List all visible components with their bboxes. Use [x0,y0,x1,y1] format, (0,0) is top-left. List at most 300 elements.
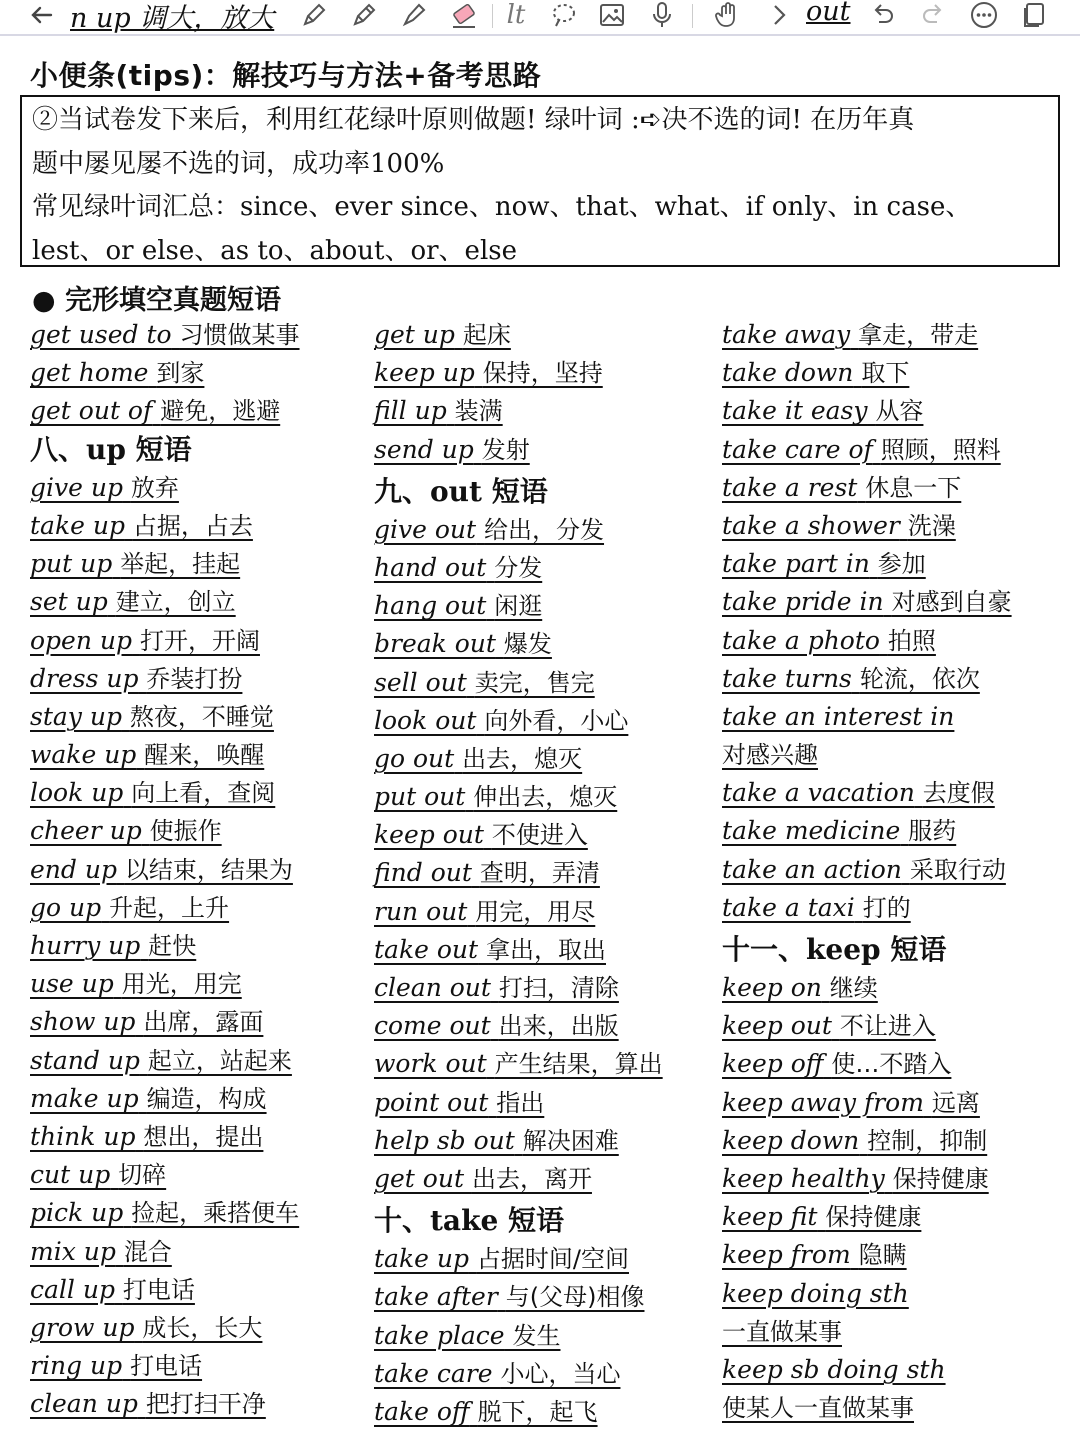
phrase-entry [30,698,360,736]
phrase-entry [374,1007,714,1045]
phrase-entry [374,893,714,931]
phrase-chinese: 继续 [829,974,878,1002]
phrase-english: get home [30,358,149,388]
phrase-entry [722,812,1067,850]
phrase-english: take up [30,510,125,540]
phrase-text [30,816,222,845]
phrase-entry [374,1240,714,1278]
phrase-chinese: 用光，用完 [121,970,242,999]
image-icon[interactable] [594,0,630,30]
phrase-text [722,1088,980,1117]
phrase-english: get out of [30,396,153,426]
phrase-chinese: 出来，出版 [498,1012,619,1041]
phrase-text [722,396,923,425]
phrase-english: keep healthy [722,1163,885,1193]
phrase-text [374,396,503,425]
phrase-chinese: 打电话 [122,1275,195,1304]
phrase-text [722,778,995,807]
phrase-chinese: 从容 [875,397,924,426]
phrase-english: cheer up [30,816,142,846]
phrase-chinese: 打电话 [130,1352,203,1381]
phrase-english: sell out [374,667,467,697]
phrase-chinese: 编造，构成 [146,1084,267,1113]
chevron-right-icon[interactable] [764,0,794,30]
phrase-text [30,778,275,807]
phrase-entry [30,392,360,430]
phrase-chinese: 打的 [862,893,911,922]
phrase-english: take it easy [722,396,868,426]
phrase-text [30,1237,172,1266]
phrase-chinese: 爆发 [503,630,552,659]
phrase-chinese: 向上看，查阅 [131,779,276,808]
phrase-english: dress up [30,663,139,693]
phrase-entry [30,316,360,354]
tips-box [20,95,1060,267]
phrase-chinese: 洗澡 [907,511,956,540]
phrase-text [374,320,511,349]
phrase-chinese: 远离 [931,1088,980,1117]
phrase-english: take a shower [722,510,900,540]
phrase-entry [374,549,714,587]
section-subheading: 八、up 短语 [30,432,192,466]
phrase-text [30,893,229,922]
phrase-english: keep out [374,820,484,850]
phrase-entry [722,660,1067,698]
phrase-text [374,1359,620,1388]
hand-icon[interactable] [710,0,746,30]
phrase-chinese: 到家 [156,359,205,388]
section-subheading: 十、take 短语 [374,1204,565,1238]
phrase-entry [30,583,360,621]
phrase-chinese: 采取行动 [909,855,1006,884]
microphone-icon[interactable] [644,0,680,30]
phrase-chinese: 以结束，结果为 [124,855,293,884]
phrase-english: take an action [722,854,902,884]
phrase-chinese: 占据时间/空间 [476,1245,629,1274]
phrase-text [374,1011,619,1040]
phrase-text [374,897,595,926]
phrase-chinese: 建立，创立 [115,588,236,617]
phrase-chinese: 保持健康 [892,1164,989,1193]
phrase-entry [374,1355,714,1393]
phrase-english: clean out [374,973,491,1002]
page-title: 小便条(tips)：解技巧与方法+备考思路 [30,59,542,92]
phrase-text [722,320,978,349]
phrase-chinese: 小心，当心 [500,1359,621,1388]
phrase-entry [30,622,360,660]
phrase-text [722,1126,987,1155]
phrase-english: get up [374,320,455,349]
phrase-text [30,702,274,731]
phrase-chinese: 保持健康 [825,1203,922,1232]
phrase-english: take after [374,1282,498,1312]
phrase-english: take care of [722,434,873,464]
phrase-english: take an interest in [722,701,955,731]
tips-line-4: lest、or else、as to、about、or、else [32,235,517,266]
phrase-english: look up [30,778,124,808]
phrase-text [374,935,606,964]
phrase-chinese: 醒来，唤醒 [144,741,265,770]
phrase-chinese: 打扫，清除 [498,974,619,1002]
phrase-entry [722,1313,1067,1351]
phrase-english: make up [30,1083,139,1113]
phrase-entry [722,1236,1067,1274]
phrase-text [30,1198,299,1227]
phrase-english: keep down [722,1125,860,1155]
phrase-english: set up [30,587,108,617]
eraser-icon[interactable] [444,0,484,30]
phrase-text [30,511,253,540]
phrase-chinese: 不使进入 [491,821,588,850]
phrase-entry [374,587,714,625]
phrase-entry [722,1198,1067,1236]
phrase-english: keep fit [722,1202,818,1232]
phrase-text [722,1202,921,1231]
tips-line-3: 常见绿叶词汇总：since、ever since、now、that、what、if only、in case、 [32,192,972,222]
pencil-icon[interactable] [346,0,382,30]
phrase-chinese: 成长，长大 [142,1313,263,1342]
phrase-entry [722,507,1067,545]
phrase-english: run out [374,896,468,926]
phrase-chinese: 隐瞒 [858,1241,907,1270]
phrase-chinese: 想出，提出 [143,1122,264,1151]
phrase-english: take pride in [722,587,884,617]
phrase-entry [374,511,714,549]
phrase-chinese: 乔装打扮 [146,664,243,693]
phrase-text [722,702,954,731]
phrase-entry [374,1045,714,1083]
phrase-english: take away [722,320,851,349]
phrase-english: look out [374,705,477,735]
phrase-entry [722,1160,1067,1198]
phrase-text [722,1393,914,1422]
phrase-text [374,591,542,620]
undo-icon[interactable] [864,0,900,30]
phrase-english: take turns [722,663,852,693]
phrase-entry [374,316,714,354]
tips-line-1: ②当试卷发下来后，利用红花绿叶原则做题! 绿叶词 :➪决不选的词! 在历年真 [32,105,915,135]
phrase-entry [374,1278,714,1316]
section-subheading: 十一、keep 短语 [722,933,947,966]
phrase-text [374,706,628,735]
phrase-chinese: 不让进入 [839,1012,936,1041]
phrase-text [722,473,961,502]
phrase-entry [722,1045,1067,1083]
phrase-english: put out [374,782,466,812]
phrase-entry [722,736,1067,774]
phrase-entry [722,1007,1067,1045]
phrase-text [374,744,582,773]
phrase-english: mix up [30,1236,116,1266]
phrase-text [722,549,926,578]
phrase-chinese: 装满 [454,397,503,426]
phrase-chinese: 保持，坚持 [482,359,603,388]
highlighter-icon[interactable] [396,0,432,30]
phrase-text [30,969,242,998]
phrase-text [374,1244,629,1273]
phrase-english: cut up [30,1160,111,1190]
phrase-english: break out [374,629,496,659]
phrase-chinese: 把打扫干净 [145,1390,266,1419]
phrase-english: take a vacation [722,778,915,808]
phrase-entry [374,931,714,969]
phrase-text [374,973,619,1002]
phrase-entry [722,851,1067,889]
phrase-english: hurry up [30,931,141,960]
phrase-text [374,1126,619,1155]
phrase-chinese: 对感兴趣 [722,741,818,770]
phrase-chinese: 发生 [512,1321,561,1350]
redo-icon[interactable] [916,0,952,30]
phrase-text [722,1164,989,1193]
phrase-chinese: 取下 [861,359,910,388]
phrase-entry [374,1160,714,1198]
phrase-text [374,629,552,658]
phrase-chinese: 去度假 [922,779,995,808]
phrase-english: clean up [30,1389,138,1419]
phrase-chinese: 赶快 [148,932,197,960]
phrase-chinese: 使某人一直做某事 [722,1394,914,1423]
phrase-chinese: 切碎 [118,1161,167,1190]
phrase-english: go out [374,743,455,773]
phrase-chinese: 给出，分发 [484,515,605,544]
phrase-chinese: 一直做某事 [722,1317,842,1346]
phrase-english: take place [374,1320,505,1350]
phrase-english: take off [374,1396,470,1426]
phrase-text [30,1084,267,1113]
phrase-entry [722,1275,1067,1313]
phrase-entry [722,1351,1067,1389]
phrase-text [722,664,980,693]
phrase-entry [722,774,1067,812]
phrase-chinese: 伸出去，熄灭 [473,783,618,812]
toolbar-right-text: out [806,0,851,27]
phrase-chinese: 拿走，带走 [858,321,979,349]
phrase-english: take part in [722,549,870,579]
phrase-english: come out [374,1011,491,1041]
phrase-entry [374,702,714,740]
phrase-column-3 [722,316,1067,1427]
phrase-chinese: 发射 [481,435,530,464]
phrase-chinese: 参加 [877,550,926,579]
phrase-entry [30,1194,360,1232]
phrase-text [30,358,204,387]
phrase-english: get used to [30,320,172,349]
phrase-text [30,1389,266,1418]
phrase-english: give out [374,514,477,544]
phrase-text [374,1397,598,1426]
phrase-english: get out [374,1163,464,1193]
phrase-english: keep up [374,358,475,388]
phrase-english: show up [30,1007,136,1037]
phrase-entry [30,1233,360,1271]
phrase-entry [722,545,1067,583]
phrase-english: give up [30,472,123,502]
phrase-entry [30,1118,360,1156]
phrase-english: take a photo [722,625,880,655]
phrase-text [30,1275,195,1304]
phrase-english: use up [30,969,114,999]
phrase-english: call up [30,1274,115,1304]
phrase-english: keep out [722,1011,832,1041]
phrase-entry [374,816,714,854]
phrase-chinese: 产生结果，算出 [494,1050,663,1079]
phrase-english: stay up [30,701,122,731]
phrase-text [722,1240,907,1269]
phrase-entry [374,354,714,392]
lasso-icon[interactable] [546,0,582,30]
phrase-chinese: 熬夜，不睡觉 [129,702,274,731]
phrase-english: take out [374,934,479,964]
phrase-entry [374,1393,714,1431]
phrase-entry [374,854,714,892]
phrase-entry [722,622,1067,660]
phrase-text [30,587,236,616]
phrase-entry [30,1309,360,1347]
phrase-entry [30,774,360,812]
phrase-text [30,664,242,693]
phrase-entry [30,1271,360,1309]
phrase-chinese: 脱下，起飞 [477,1397,598,1426]
phrase-english: pick up [30,1198,124,1228]
phrase-chinese: 举起，挂起 [120,550,241,579]
phrase-english: ring up [30,1351,123,1381]
phrase-text [722,1049,951,1078]
phrase-text [374,1164,592,1193]
phrase-entry [722,354,1067,392]
phrase-text [30,320,300,349]
phrase-english: hand out [374,552,487,582]
phrase-entry [374,740,714,778]
phrase-english: send up [374,434,474,464]
phrase-english: stand up [30,1045,140,1075]
phrase-text [722,855,1006,884]
phrase-text [30,473,179,502]
phrase-chinese: 出去，熄灭 [462,744,583,773]
phrase-text [30,1007,263,1036]
phrase-english: keep on [722,973,822,1002]
phrase-text [722,511,956,540]
phrase-entry [722,583,1067,621]
more-icon[interactable] [966,0,1002,30]
phrase-english: open up [30,625,133,655]
section-heading: ● 完形填空真题短语 [32,285,281,316]
phrase-text [30,931,196,960]
text-tool-icon[interactable]: lt [506,0,526,30]
phrase-entry [374,1122,714,1160]
phrase-english: keep from [722,1240,851,1270]
phrase-text [374,515,604,544]
phrase-chinese: 用完，用尽 [475,897,596,926]
phrase-column-2 [374,316,714,1431]
phrase-english: keep off [722,1049,824,1079]
phrase-text [30,626,260,655]
toolbar-left-text: n up 调大，放大 [70,3,275,34]
phrase-text [722,816,956,845]
phrase-text [722,587,1012,616]
phrase-english: take down [722,358,854,388]
phrase-text [374,358,603,387]
phrase-text [374,858,600,887]
tips-line-2: 题中屡见屡不选的词，成功率100% [32,148,445,179]
phrase-english: help sb out [374,1125,515,1155]
phrase-chinese: 使振作 [149,817,222,846]
phrase-entry [374,625,714,663]
phrase-entry [722,392,1067,430]
phrase-english: take medicine [722,816,901,846]
phrase-chinese: 向外看，小心 [484,706,629,735]
phrase-english: keep away from [722,1087,924,1117]
phrase-chinese: 习惯做某事 [179,321,300,349]
phrase-entry [722,1084,1067,1122]
phrase-chinese: 解决困难 [522,1126,619,1155]
phrase-text [374,820,588,849]
phrase-column-1 [30,316,360,1423]
phrase-text [30,1160,166,1189]
phrase-text [374,1282,644,1311]
phrase-chinese: 与(父母)相像 [505,1283,645,1312]
phrase-text [30,396,280,425]
section-subheading: 九、out 短语 [374,474,548,508]
phrase-entry [722,969,1067,1007]
phrase-text [722,1279,909,1308]
phrase-text [722,626,936,655]
phrase-english: go up [30,892,102,922]
pen-icon[interactable] [296,0,332,30]
phrase-entry [30,1156,360,1194]
phrase-entry [30,469,360,507]
phrase-entry [374,664,714,702]
phrase-entry [30,1003,360,1041]
phrase-chinese: 出去，离开 [471,1164,592,1193]
phrase-entry [30,1385,360,1423]
phrase-entry [30,545,360,583]
back-arrow-icon[interactable] [22,0,62,30]
phrase-entry [374,1084,714,1122]
phrase-text [374,435,530,464]
phrase-text [722,973,878,1002]
phrase-text [374,668,595,697]
phrase-chinese: 休息一下 [865,473,962,502]
phrase-chinese: 放弃 [130,473,179,502]
phrase-text [30,740,264,769]
phrase-text [30,549,240,578]
phrase-entry [30,354,360,392]
phrase-chinese: 打开，开阔 [139,626,260,655]
phrase-english: put up [30,549,113,579]
phrase-english: take care [374,1358,493,1388]
phrase-entry [374,1317,714,1355]
phrase-entry [30,812,360,850]
phrase-chinese: 分发 [494,553,543,582]
phrase-chinese: 控制，抑制 [867,1126,988,1155]
phrase-chinese: 轮流，依次 [859,664,980,693]
phrase-entry [30,927,360,965]
phrase-text [374,1321,561,1350]
phrase-entry [722,698,1067,736]
phrase-entry [722,1389,1067,1427]
phrase-entry [374,392,714,430]
phrase-chinese: 拍照 [887,626,936,655]
phrase-english: take up [374,1244,469,1274]
pages-icon[interactable] [1016,0,1052,30]
phrase-chinese: 占据，占去 [132,511,253,540]
phrase-english: take a rest [722,472,858,502]
phrase-entry [30,736,360,774]
phrase-english: keep doing sth [722,1278,909,1308]
phrase-chinese: 拿出，取出 [486,935,606,964]
phrase-chinese: 避免，逃避 [160,397,281,426]
